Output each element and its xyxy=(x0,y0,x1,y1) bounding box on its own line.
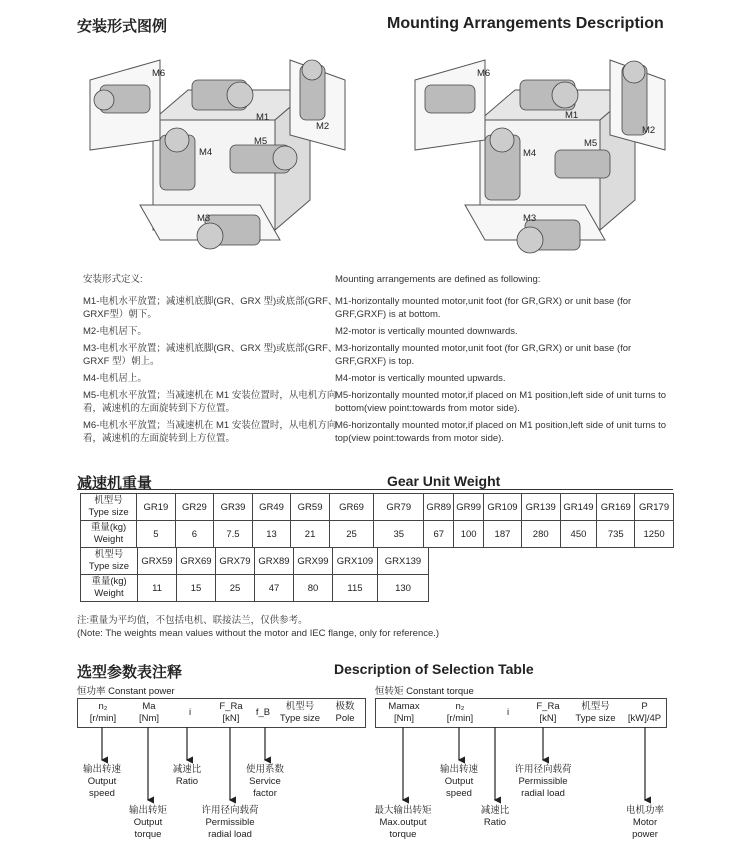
type-cell: GR49 xyxy=(252,494,291,521)
ct-col-top: P xyxy=(641,701,648,712)
cp-col-top: f_B xyxy=(255,707,271,718)
note-line: 输出转速 xyxy=(82,764,121,775)
type-cell: GRX139 xyxy=(378,548,429,575)
label-m6-left: M6 xyxy=(152,68,166,79)
desc-cn-item: M3-电机水平放置；减速机底脚(GR、GRX 型)或底部(GRF、GRXF 型）朝上。 xyxy=(83,343,338,367)
desc-cn-item: M6-电机水平放置；当减速机在 M1 安装位置时，从电机方向看，减速机的左面旋转到上方位置。 xyxy=(83,420,337,444)
note-line: 输出转矩 xyxy=(128,805,167,816)
type-cell: GR19 xyxy=(137,494,176,521)
note-line: power xyxy=(632,829,658,840)
ct-col-bot: [kW]/4P xyxy=(627,713,662,724)
weight-cell: 25 xyxy=(216,575,255,602)
note-line: Service xyxy=(249,776,281,787)
ct-col-bot: Type size xyxy=(575,713,616,724)
type-cell: GR139 xyxy=(521,494,560,521)
note-line: Max.output xyxy=(379,817,427,828)
cp-note-service xyxy=(236,764,294,800)
section-title-cn: 安装形式图例 xyxy=(77,18,168,35)
desc-en-intro: Mounting arrangements are defined as following: xyxy=(335,274,541,285)
note-line: Output xyxy=(87,776,117,787)
note-line: Ratio xyxy=(483,817,507,828)
note-line: 使用系数 xyxy=(245,764,284,775)
note-line: 输出转速 xyxy=(439,764,478,775)
desc-cn-intro: 安装形式定义: xyxy=(83,274,143,285)
ct-col-top: i xyxy=(506,707,510,718)
desc-cn-item: M4-电机居上。 xyxy=(83,373,147,384)
type-cell: GR179 xyxy=(635,494,674,521)
weight-cell: 450 xyxy=(560,521,597,548)
note-line: torque xyxy=(389,829,417,840)
weight-cell: 115 xyxy=(333,575,378,602)
ct-col-top: n₂ xyxy=(455,701,465,712)
note-line: 减速比 xyxy=(172,764,202,775)
cp-col-bot: [r/min] xyxy=(89,713,117,724)
weight-cell: 6 xyxy=(175,521,214,548)
selection-title-cn: 选型参数表注释 xyxy=(77,664,183,681)
label-m5-left: M5 xyxy=(254,136,268,147)
ct-note-radial xyxy=(505,764,581,800)
weight-cell: 80 xyxy=(294,575,333,602)
weight-cell: 7.5 xyxy=(214,521,253,548)
section-title-en: Mounting Arrangements Description xyxy=(387,15,664,32)
cp-col-top: F_Ra xyxy=(219,701,243,712)
label-m5-right: M5 xyxy=(584,138,598,149)
weight-cell: 187 xyxy=(484,521,522,548)
weight-title-en: Gear Unit Weight xyxy=(387,473,501,489)
constant-power-label: 恒功率 Constant power xyxy=(77,686,175,697)
weight-header-cn: 重量(kg) xyxy=(90,522,127,533)
type-cell: GRX69 xyxy=(177,548,216,575)
ct-note-ratio xyxy=(468,805,522,829)
label-m1-right: M1 xyxy=(565,110,579,121)
desc-en-item: M1-horizontally mounted motor,unit foot (for GR,GRX) or unit base (for GRF,GRXF) is at bottom. xyxy=(335,296,632,320)
weight-cell: 1250 xyxy=(635,521,674,548)
desc-en-item: M2-motor is vertically mounted downwards. xyxy=(335,326,518,337)
weight-cell: 15 xyxy=(177,575,216,602)
type-cell: GR79 xyxy=(374,494,424,521)
ct-note-speed xyxy=(429,764,489,800)
label-m1-left: M1 xyxy=(256,112,270,123)
type-cell: GR109 xyxy=(484,494,522,521)
note-line: Output xyxy=(444,776,474,787)
weight-cell: 735 xyxy=(597,521,635,548)
note-line: speed xyxy=(446,788,472,799)
type-cell: GRX109 xyxy=(333,548,378,575)
weight-cell: 21 xyxy=(291,521,330,548)
ct-col-top: F_Ra xyxy=(536,701,560,712)
type-cell: GR169 xyxy=(597,494,635,521)
cp-col-bot: [kN] xyxy=(222,713,240,724)
cp-col-top: 极数 xyxy=(335,701,355,712)
cp-col-top: 机型号 xyxy=(285,701,315,712)
cp-col-bot: [Nm] xyxy=(138,713,160,724)
cp-note-ratio xyxy=(160,764,214,788)
note-line: radial load xyxy=(521,788,565,799)
type-cell: GRX89 xyxy=(255,548,294,575)
label-m2-right: M2 xyxy=(642,125,656,136)
desc-en-item: M5-horizontally mounted motor,if placed on M1 position,left side of unit turns to bottom(view point:towards from motor side). xyxy=(335,390,667,414)
type-cell: GRX99 xyxy=(294,548,333,575)
type-cell: GR149 xyxy=(560,494,597,521)
weight-cell: 67 xyxy=(424,521,454,548)
type-cell: GRX79 xyxy=(216,548,255,575)
selection-title-en: Description of Selection Table xyxy=(334,661,534,677)
note-line: 减速比 xyxy=(480,805,510,816)
type-header-en: Type size xyxy=(88,507,129,518)
type-cell: GR99 xyxy=(454,494,484,521)
ct-col-bot: [r/min] xyxy=(446,713,474,724)
label-m2-left: M2 xyxy=(316,121,330,132)
type-header-en: Type size xyxy=(88,561,130,572)
desc-cn-item: M5-电机水平放置；当减速机在 M1 安装位置时，从电机方向看，减速机的左面旋转到下方位置。 xyxy=(83,390,337,414)
ct-col-bot: [kN] xyxy=(539,713,557,724)
cp-col-bot: Pole xyxy=(335,713,355,724)
label-m3-left: M3 xyxy=(197,213,211,224)
type-cell: GR59 xyxy=(291,494,330,521)
note-line: Output xyxy=(133,817,163,828)
label-m3-right: M3 xyxy=(523,213,537,224)
note-line: speed xyxy=(89,788,115,799)
note-line: Motor xyxy=(632,817,658,828)
cp-note-torque xyxy=(118,805,178,841)
cp-col-top: Ma xyxy=(142,701,156,712)
desc-en-item: M3-horizontally mounted motor,unit foot (for GR,GRX) or unit base (for GRF,GRXF) is top. xyxy=(335,343,632,367)
weight-cell: 13 xyxy=(252,521,291,548)
weight-cell: 11 xyxy=(138,575,177,602)
note-line: Permissible xyxy=(205,817,255,828)
ct-col-top: Mamax xyxy=(388,701,420,712)
label-m4-right: M4 xyxy=(523,148,537,159)
cp-col-bot: Type size xyxy=(279,713,321,724)
note-line: 电机功率 xyxy=(625,805,664,816)
note-line: torque xyxy=(134,829,162,840)
weight-cell: 280 xyxy=(521,521,560,548)
constant-torque-label: 恒转矩 Constant torque xyxy=(375,686,474,697)
weight-cell: 100 xyxy=(454,521,484,548)
weight-cell: 25 xyxy=(329,521,373,548)
weight-note-en: (Note: The weights mean values without the motor and IEC flange, only for reference.) xyxy=(77,628,440,639)
weight-title-cn: 减速机重量 xyxy=(77,475,153,492)
weight-note-cn: 注:重量为平均值，不包括电机、联接法兰，仅供参考。 xyxy=(77,615,308,626)
weight-header-en: Weight xyxy=(94,588,124,599)
ct-note-maxtorque xyxy=(368,805,438,841)
desc-en-item: M4-motor is vertically mounted upwards. xyxy=(335,373,506,384)
note-line: 最大输出转矩 xyxy=(374,805,432,816)
label-m4-left: M4 xyxy=(199,147,213,158)
note-line: Permissible xyxy=(518,776,568,787)
type-header-cn: 机型号 xyxy=(94,495,123,506)
note-line: 许用径向载荷 xyxy=(514,764,572,775)
weight-cell: 47 xyxy=(255,575,294,602)
weight-cell: 130 xyxy=(378,575,429,602)
type-cell: GR39 xyxy=(214,494,253,521)
cp-note-radial xyxy=(192,805,268,841)
note-line: Ratio xyxy=(175,776,199,787)
note-line: 许用径向载荷 xyxy=(201,805,259,816)
desc-en-item: M6-horizontally mounted motor,if placed on M1 position,left side of unit turns to top(view point:towards from motor side). xyxy=(335,420,667,444)
ct-note-power xyxy=(616,805,674,841)
ct-col-bot: [Nm] xyxy=(393,713,415,724)
type-cell: GR89 xyxy=(424,494,454,521)
ct-col-top: 机型号 xyxy=(581,701,610,712)
label-m6-right: M6 xyxy=(477,68,491,79)
weight-cell: 5 xyxy=(137,521,176,548)
note-line: radial load xyxy=(208,829,252,840)
note-line: factor xyxy=(253,788,277,799)
type-cell: GR29 xyxy=(175,494,214,521)
desc-cn-item: M1-电机水平放置；减速机底脚(GR、GRX 型)或底部(GRF、GRXF型）朝下。 xyxy=(83,296,338,320)
desc-cn-item: M2-电机居下。 xyxy=(83,326,147,337)
cp-note-speed xyxy=(72,764,132,800)
weight-header-cn: 重量(kg) xyxy=(91,576,127,587)
type-header-cn: 机型号 xyxy=(94,549,124,560)
cp-col-top: n₂ xyxy=(98,701,108,712)
type-cell: GRX59 xyxy=(138,548,177,575)
cp-col-top: i xyxy=(188,707,192,718)
weight-header-en: Weight xyxy=(93,534,124,545)
weight-cell: 35 xyxy=(374,521,424,548)
type-cell: GR69 xyxy=(329,494,373,521)
